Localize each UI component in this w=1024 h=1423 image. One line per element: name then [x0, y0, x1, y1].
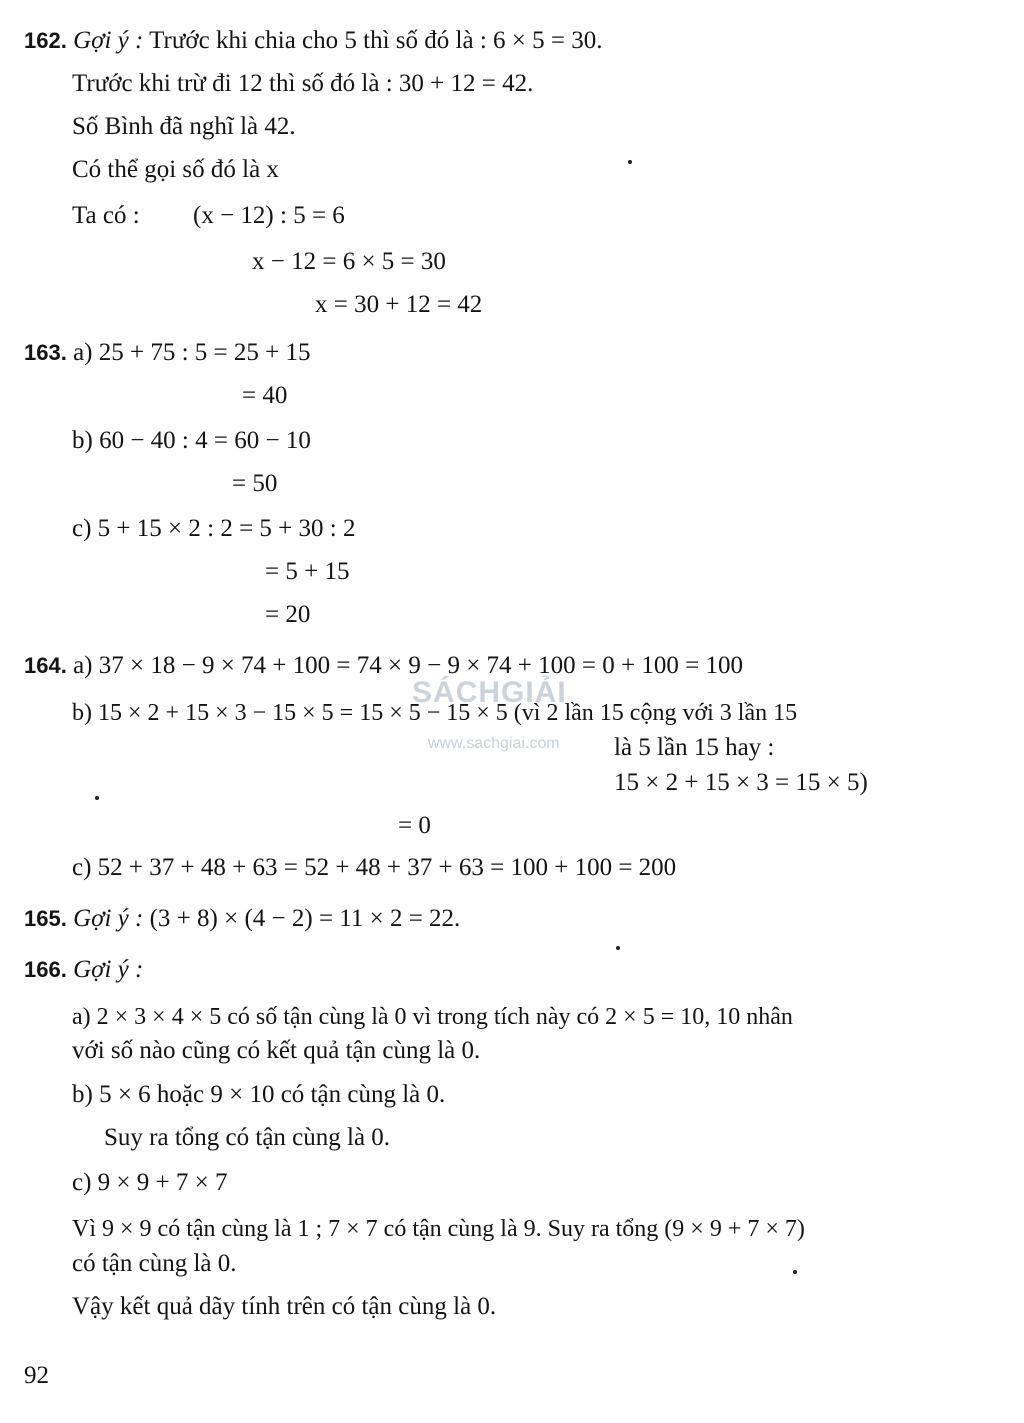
problem-166-line-a2: với số nào cũng có kết quả tận cùng là 0. [72, 1037, 481, 1064]
scan-speck [793, 1270, 797, 1274]
problem-166-line-a1: a) 2 × 3 × 4 × 5 có số tận cùng là 0 vì trong tích này có 2 × 5 = 10, 10 nhân [72, 1004, 793, 1030]
problem-163-line-a2: = 40 [242, 382, 288, 409]
problem-163-line-c1: c) 5 + 15 × 2 : 2 = 5 + 30 : 2 [72, 515, 356, 542]
problem-166-line-b1: b) 5 × 6 hoặc 9 × 10 có tận cùng là 0. [72, 1081, 446, 1108]
problem-166-line-c4: Vậy kết quả dãy tính trên có tận cùng là 0. [72, 1293, 497, 1320]
problem-162-line-1 [24, 26, 602, 56]
problem-162-line-7: x = 30 + 12 = 42 [315, 291, 483, 318]
problem-164-line-a [24, 651, 743, 681]
problem-number: 165. [24, 906, 67, 931]
hint-label: Gợi ý : [73, 905, 144, 932]
hint-label: Gợi ý : [73, 956, 144, 983]
text: a) 25 + 75 : 5 = 25 + 15 [66, 339, 311, 366]
text: Trước khi chia cho 5 thì số đó là : 6 × 5 = 30. [143, 27, 603, 54]
problem-163-line-b2: = 50 [232, 470, 278, 497]
problem-number: 164. [24, 653, 67, 678]
problem-166-line-c2: Vì 9 × 9 có tận cùng là 1 ; 7 × 7 có tận cùng là 9. Suy ra tổng (9 × 9 + 7 × 7) [72, 1216, 805, 1242]
problem-162-line-5b: (x − 12) : 5 = 6 [193, 202, 345, 229]
scan-speck [616, 946, 620, 950]
problem-162-line-5a: Ta có : [72, 202, 140, 229]
problem-163-line-a1 [24, 338, 311, 368]
problem-163-line-b1: b) 60 − 40 : 4 = 60 − 10 [72, 427, 311, 454]
problem-166-header [24, 955, 143, 985]
problem-162-line-2: Trước khi trừ đi 12 thì số đó là : 30 + 12 = 42. [72, 70, 534, 97]
problem-number: 162. [24, 28, 67, 53]
scan-speck [95, 796, 99, 800]
problem-162-line-3: Số Bình đã nghĩ là 42. [72, 113, 296, 140]
problem-164-line-b4: = 0 [398, 812, 431, 839]
watermark-url: www.sachgiai.com [428, 735, 560, 752]
problem-number: 163. [24, 340, 67, 365]
problem-163-line-c2: = 5 + 15 [265, 558, 350, 585]
problem-166-line-c3: có tận cùng là 0. [72, 1250, 237, 1277]
problem-164-line-b1: b) 15 × 2 + 15 × 3 − 15 × 5 = 15 × 5 − 15 × 5 (vì 2 lần 15 cộng với 3 lần 15 [72, 700, 798, 726]
problem-166-line-b2: Suy ra tổng có tận cùng là 0. [104, 1124, 391, 1151]
problem-164-line-b2: là 5 lần 15 hay : [614, 734, 775, 761]
problem-165-line [24, 904, 460, 934]
watermark-logo: SÁCHGIẢI [412, 676, 567, 709]
text: (3 + 8) × (4 − 2) = 11 × 2 = 22. [143, 905, 461, 932]
page-number: 92 [24, 1362, 49, 1389]
problem-162-line-6: x − 12 = 6 × 5 = 30 [252, 248, 446, 275]
problem-162-line-4: Có thể gọi số đó là x [72, 156, 279, 183]
problem-163-line-c3: = 20 [265, 601, 311, 628]
problem-164-line-c: c) 52 + 37 + 48 + 63 = 52 + 48 + 37 + 63 = 100 + 100 = 200 [72, 854, 677, 881]
problem-number: 166. [24, 957, 67, 982]
problem-166-line-c1: c) 9 × 9 + 7 × 7 [72, 1169, 228, 1196]
problem-164-line-b3: 15 × 2 + 15 × 3 = 15 × 5) [614, 769, 868, 796]
text: a) 37 × 18 − 9 × 74 + 100 = 74 × 9 − 9 × 74 + 100 = 0 + 100 = 100 [66, 652, 743, 679]
hint-label: Gợi ý : [73, 27, 144, 54]
scan-speck [628, 160, 632, 164]
